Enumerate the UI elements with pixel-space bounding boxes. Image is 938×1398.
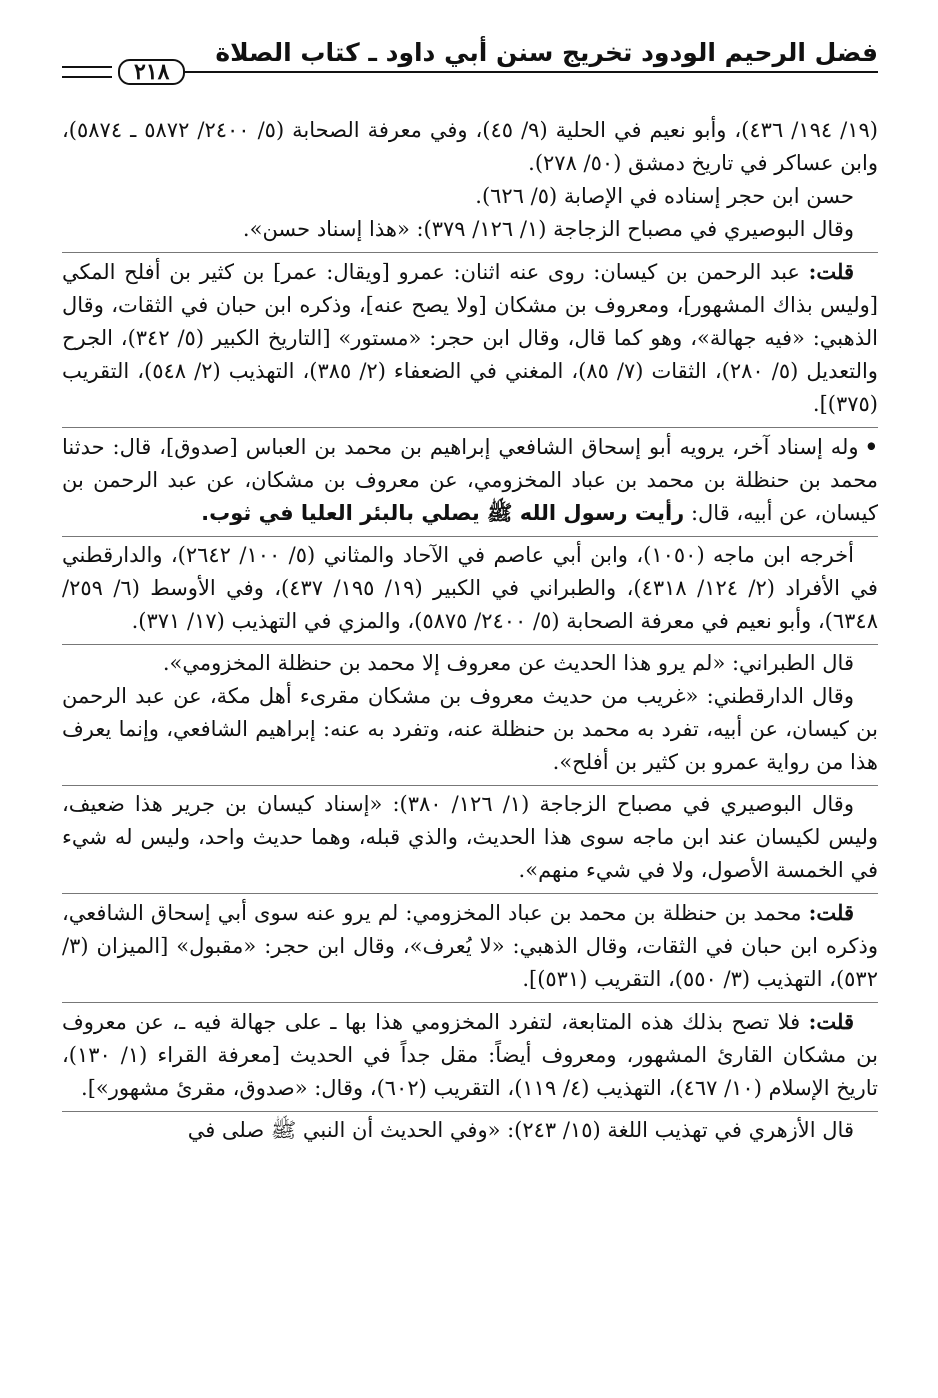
running-header: [62, 0, 878, 92]
paragraph-text: حسن ابن حجر إسناده في الإصابة (٥/ ٦٢٦).: [475, 184, 854, 208]
page-number-ornament: [62, 60, 185, 84]
paragraph-text: قال الأزهري في تهذيب اللغة (١٥/ ٢٤٣): «وفي الحديث أن النبي ﷺ صلى في: [187, 1118, 854, 1142]
ornament-lines: [62, 66, 112, 78]
paragraph: [62, 893, 878, 996]
page-number: ٢١٨: [118, 59, 185, 85]
paragraph-text: محمد بن حنظلة بن محمد بن عباد المخزومي: لم يرو عنه سوى أبي إسحاق الشافعي، وذكره ابن حبان في الثقات، وقال الذهبي: «لا يُعرف»، وقال ابن حجر: «مقبول» [الميزان (٣/ ٥٣٢)، التهذيب (٣/ ٥٥٠)، التقريب (٥٣١)].: [62, 901, 878, 991]
paragraph-text: عبد الرحمن بن كيسان: روى عنه اثنان: عمرو [ويقال: عمر] بن كثير بن أفلح المكي [وليس بذاك المشهور]، ومعروف بن مشكان [ولا يصح عنه]، وذكره ابن حبان في الثقات، وقال الذهبي: «فيه جهالة»، وهو كما قال، وقال ابن حجر: «مستور» [التاريخ الكبير (٥/ ٣٤٢)، الجرح والتعديل (٥/ ٢٨٠)، الثقات (٧/ ٨٥)، المغني في الضعفاء (٢/ ٣٨٥)، التهذيب (٢/ ٥٤٨)، التقريب (٣٧٥)].: [62, 260, 878, 416]
paragraph: [62, 180, 878, 213]
paragraph-label: قلت:: [808, 900, 854, 925]
bullet-icon: •: [864, 434, 878, 459]
paragraph: [62, 644, 878, 680]
page-body: [62, 114, 878, 1147]
paragraph-label: قلت:: [808, 1009, 854, 1034]
paragraph-text: وقال البوصيري في مصباح الزجاجة (١/ ١٢٦/ ٣٨٠): «إسناد كيسان بن جرير هذا ضعيف، وليس لكيسان عند ابن ماجه سوى هذا الحديث، والذي قبله، وهما حديث واحد، وليس له شيء في الخمسة الأصول، ولا في شيء منهم».: [62, 792, 878, 882]
paragraph: [62, 213, 878, 246]
paragraph: [62, 1111, 878, 1147]
paragraph-text: أخرجه ابن ماجه (١٠٥٠)، وابن أبي عاصم في الآحاد والمثاني (٥/ ١٠٠/ ٢٦٤٢)، والدارقطني في الأفراد (٢/ ١٢٤/ ٤٣١٨)، والطبراني في الكبير (١٩/ ١٩٥/ ٤٣٧)، وفي الأوسط (٦/ ٢٥٩/ ٦٣٤٨)، وأبو نعيم في معرفة الصحابة (٥/ ٢٤٠٠/ ٥٨٧٥)، والمزي في التهذيب (١٧/ ٣٧١).: [62, 543, 878, 633]
hadith-text: رأيت رسول الله ﷺ يصلي بالبئر العليا في ثوب.: [201, 501, 685, 525]
paragraph-text: وقال الدارقطني: «غريب من حديث معروف بن مشكان مقرىء أهل مكة، عن عبد الرحمن بن كيسان، عن أبيه، تفرد به محمد بن حنظلة عنه، وتفرد به عنه: إبراهيم الشافعي، وإنما يعرف هذا من رواية عمرو بن كثير بن أفلح».: [62, 684, 878, 774]
paragraph: [62, 536, 878, 638]
paragraph-text: (١٩/ ١٩٤/ ٤٣٦)، وأبو نعيم في الحلية (٩/ ٤٥)، وفي معرفة الصحابة (٥/ ٢٤٠٠/ ٥٨٧٢ ـ ٥٨٧٤)، وابن عساكر في تاريخ دمشق (٥٠/ ٢٧٨).: [62, 118, 878, 175]
paragraph-text: وله إسناد آخر، يرويه أبو إسحاق الشافعي إبراهيم بن محمد بن العباس [صدوق]، قال: حدثنا محمد بن حنظلة بن محمد بن عباد المخزومي، عن معروف بن مشكان، عن عبد الرحمن بن كيسان، عن أبيه، قال:: [62, 435, 878, 525]
paragraph: [62, 114, 878, 180]
paragraph: [62, 680, 878, 779]
paragraph: [62, 427, 878, 530]
paragraph-text: وقال البوصيري في مصباح الزجاجة (١/ ١٢٦/ ٣٧٩): «هذا إسناد حسن».: [242, 217, 854, 241]
running-title: فضل الرحيم الودود تخريج سنن أبي داود ـ كتاب الصلاة: [215, 38, 878, 67]
paragraph-label: قلت:: [808, 259, 854, 284]
paragraph-text: قال الطبراني: «لم يرو هذا الحديث عن معروف إلا محمد بن حنظلة المخزومي».: [162, 651, 854, 675]
paragraph: [62, 785, 878, 887]
paragraph: [62, 1002, 878, 1105]
paragraph-text: فلا تصح بذلك هذه المتابعة، لتفرد المخزومي هذا بها ـ على جهالة فيه ـ، عن معروف بن مشكان القارئ المشهور، ومعروف أيضاً: مقل جداً في الحديث [معرفة القراء (١/ ١٣٠)، تاريخ الإسلام (١٠/ ٤٦٧)، التهذيب (٤/ ١١٩)، التقريب (٦٠٢)، وقال: «صدوق، مقرئ مشهور»].: [62, 1010, 878, 1100]
paragraph: [62, 252, 878, 421]
